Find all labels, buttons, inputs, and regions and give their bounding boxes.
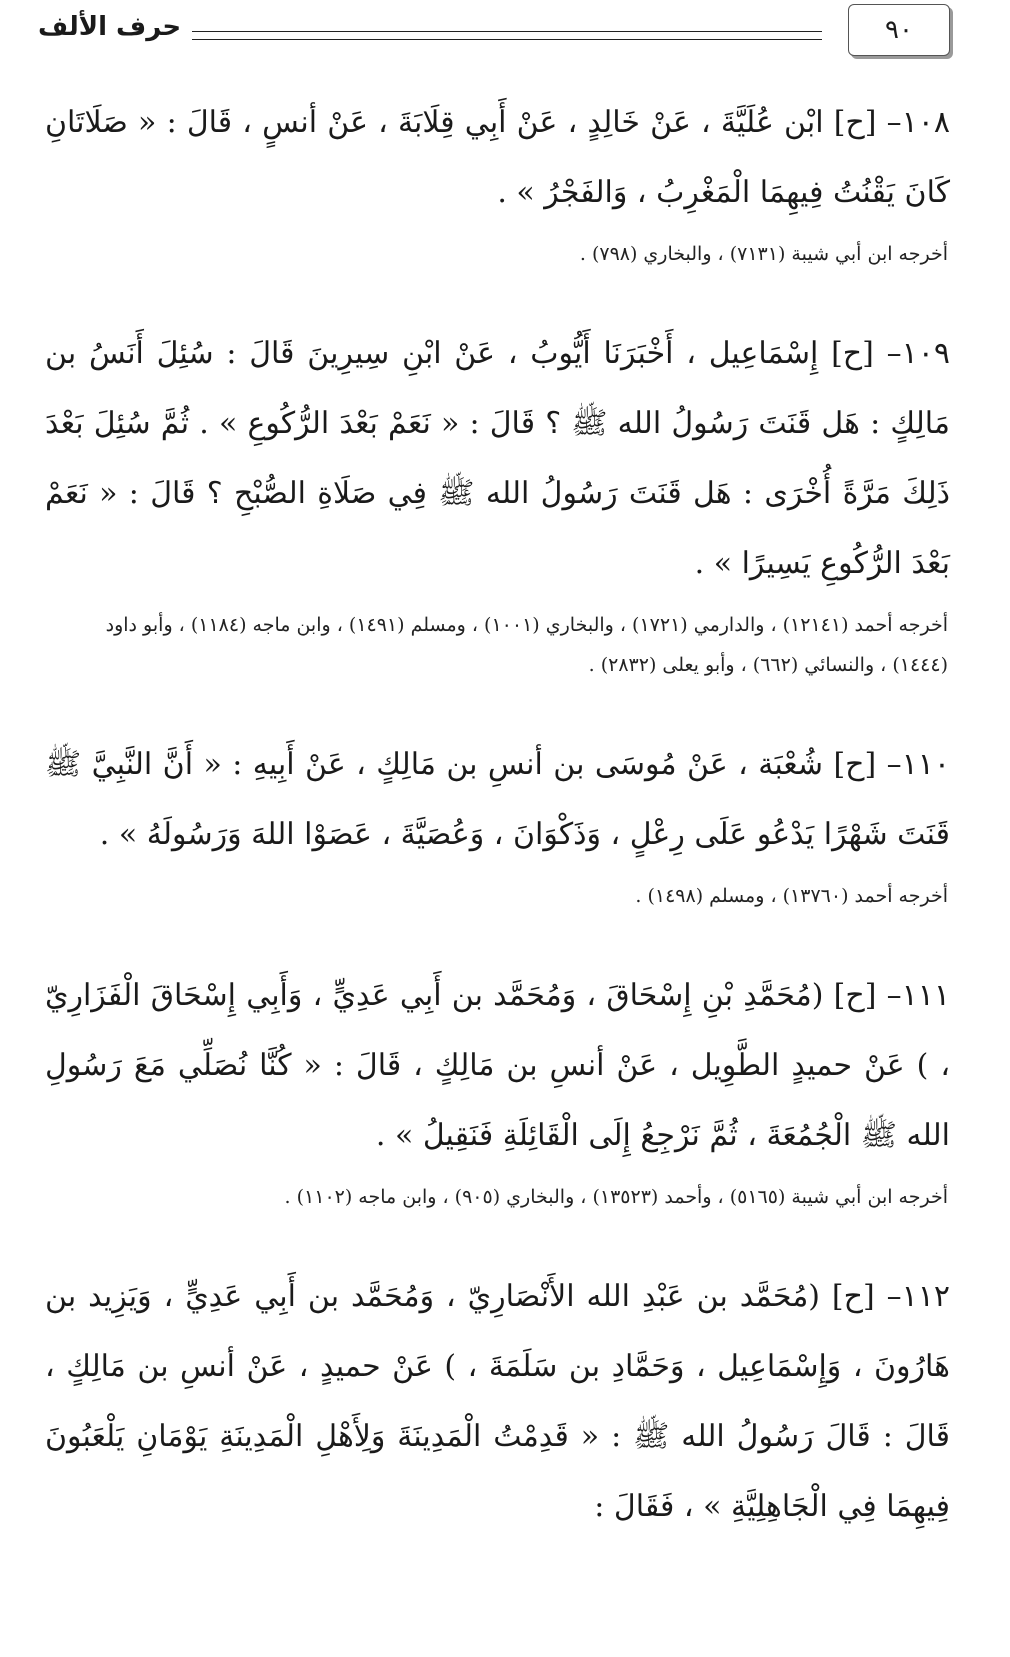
hadith-body: – [ح] شُعْبَة ، عَنْ مُوسَى بن أنسِ بن مَالِكٍ ، عَنْ أَبِيهِ : « أَنَّ النَّبِيَّ ﷺ قَنَتَ شَهْرًا يَدْعُو عَلَى رِعْلٍ ، وَذَكْوَانَ ، وَعُصَيَّةَ ، عَصَوْا اللهَ وَرَسُولَهُ » .: [45, 747, 950, 852]
hadith-source: أخرجه أحمد (١٣٧٦٠) ، ومسلم (١٤٩٨) .: [635, 885, 948, 907]
hadith-110: [45, 730, 950, 916]
hadith-number: ١١٢: [901, 1279, 950, 1314]
hadith-text: [45, 88, 950, 228]
page-header: [0, 0, 1010, 70]
page-content: [45, 88, 950, 1587]
hadith-number: ١٠٨: [901, 105, 950, 140]
hadith-body: – [ح] ابْن عُلَيَّةَ ، عَنْ خَالِدٍ ، عَنْ أَبِي قِلَابَةَ ، عَنْ أنسٍ ، قَالَ : « صَلَاتَانِ كَانَ يَقْنُتُ فِيهِمَا الْمَغْرِبُ ، وَالفَجْرُ » .: [45, 105, 950, 210]
hadith-text: [45, 961, 950, 1171]
hadith-source: أخرجه ابن أبي شيبة (٥١٦٥) ، وأحمد (١٣٥٢٣) ، والبخاري (٩٠٥) ، وابن ماجه (١١٠٢) .: [284, 1186, 948, 1208]
hadith-body: – [ح] (مُحَمَّدِ بْنِ إِسْحَاقَ ، وَمُحَمَّد بن أَبِي عَدِيٍّ ، وَأَبِي إِسْحَاقَ الْفَزَارِيّ ، ) عَنْ حميدٍ الطَّوِيل ، عَنْ أنسِ بن مَالِكٍ ، قَالَ : « كُنَّا نُصَلِّي مَعَ رَسُولِ الله ﷺ الْجُمُعَةَ ، ثُمَّ نَرْجِعُ إِلَى الْقَائِلَةِ فَنَقِيلُ » .: [45, 978, 950, 1153]
hadith-source: أخرجه ابن أبي شيبة (٧١٣١) ، والبخاري (٧٩٨) .: [579, 243, 948, 265]
hadith-number: ١١٠: [901, 747, 950, 782]
hadith-body: – [ح] (مُحَمَّد بن عَبْدِ الله الأَنْصَارِيّ ، وَمُحَمَّد بن أَبِي عَدِيٍّ ، وَيَزِيد بن هَارُونَ ، وَإِسْمَاعِيل ، وَحَمَّادِ بن سَلَمَةَ ، ) عَنْ حميدٍ ، عَنْ أنسِ بن مَالِكٍ ، قَالَ : قَالَ رَسُولُ الله ﷺ : « قَدِمْتُ الْمَدِينَةَ وَلِأَهْلِ الْمَدِينَةِ يَوْمَانِ يَلْعَبُونَ فِيهِمَا فِي الْجَاهِلِيَّةِ » ، فَقَالَ :: [45, 1279, 950, 1524]
hadith-109: [45, 319, 950, 685]
hadith-number: ١٠٩: [901, 336, 950, 371]
chapter-title: حرف الألف: [38, 12, 182, 42]
hadith-111: [45, 961, 950, 1217]
hadith-112: [45, 1262, 950, 1542]
hadith-text: [45, 319, 950, 599]
header-double-rule: [192, 31, 822, 40]
hadith-text: [45, 730, 950, 870]
hadith-text: [45, 1262, 950, 1542]
hadith-source: أخرجه أحمد (١٢١٤١) ، والدارمي (١٧٢١) ، والبخاري (١٠٠١) ، ومسلم (١٤٩١) ، وابن ماجه (١١٨٤) ، وأبو داود (١٤٤٤) ، والنسائي (٦٦٢) ، وأبو يعلى (٢٨٣٢) .: [105, 614, 948, 676]
hadith-number: ١١١: [901, 978, 950, 1013]
page-number: ٩٠: [885, 15, 913, 45]
hadith-108: [45, 88, 950, 274]
hadith-body: – [ح] إِسْمَاعِيل ، أَخْبَرَنَا أَيُّوبُ ، عَنْ ابْنِ سِيرِينَ قَالَ : سُئِلَ أَنَسُ بن مَالِكٍ : هَل قَنَتَ رَسُولُ الله ﷺ ؟ قَالَ : « نَعَمْ بَعْدَ الرُّكُوعِ » . ثُمَّ سُئِلَ بَعْدَ ذَلِكَ مَرَّةً أُخْرَى : هَل قَنَتَ رَسُولُ الله ﷺ فِي صَلَاةِ الصُّبْحِ ؟ قَالَ : « نَعَمْ بَعْدَ الرُّكُوعِ يَسِيرًا » .: [45, 336, 950, 581]
page-number-box: [848, 4, 950, 56]
